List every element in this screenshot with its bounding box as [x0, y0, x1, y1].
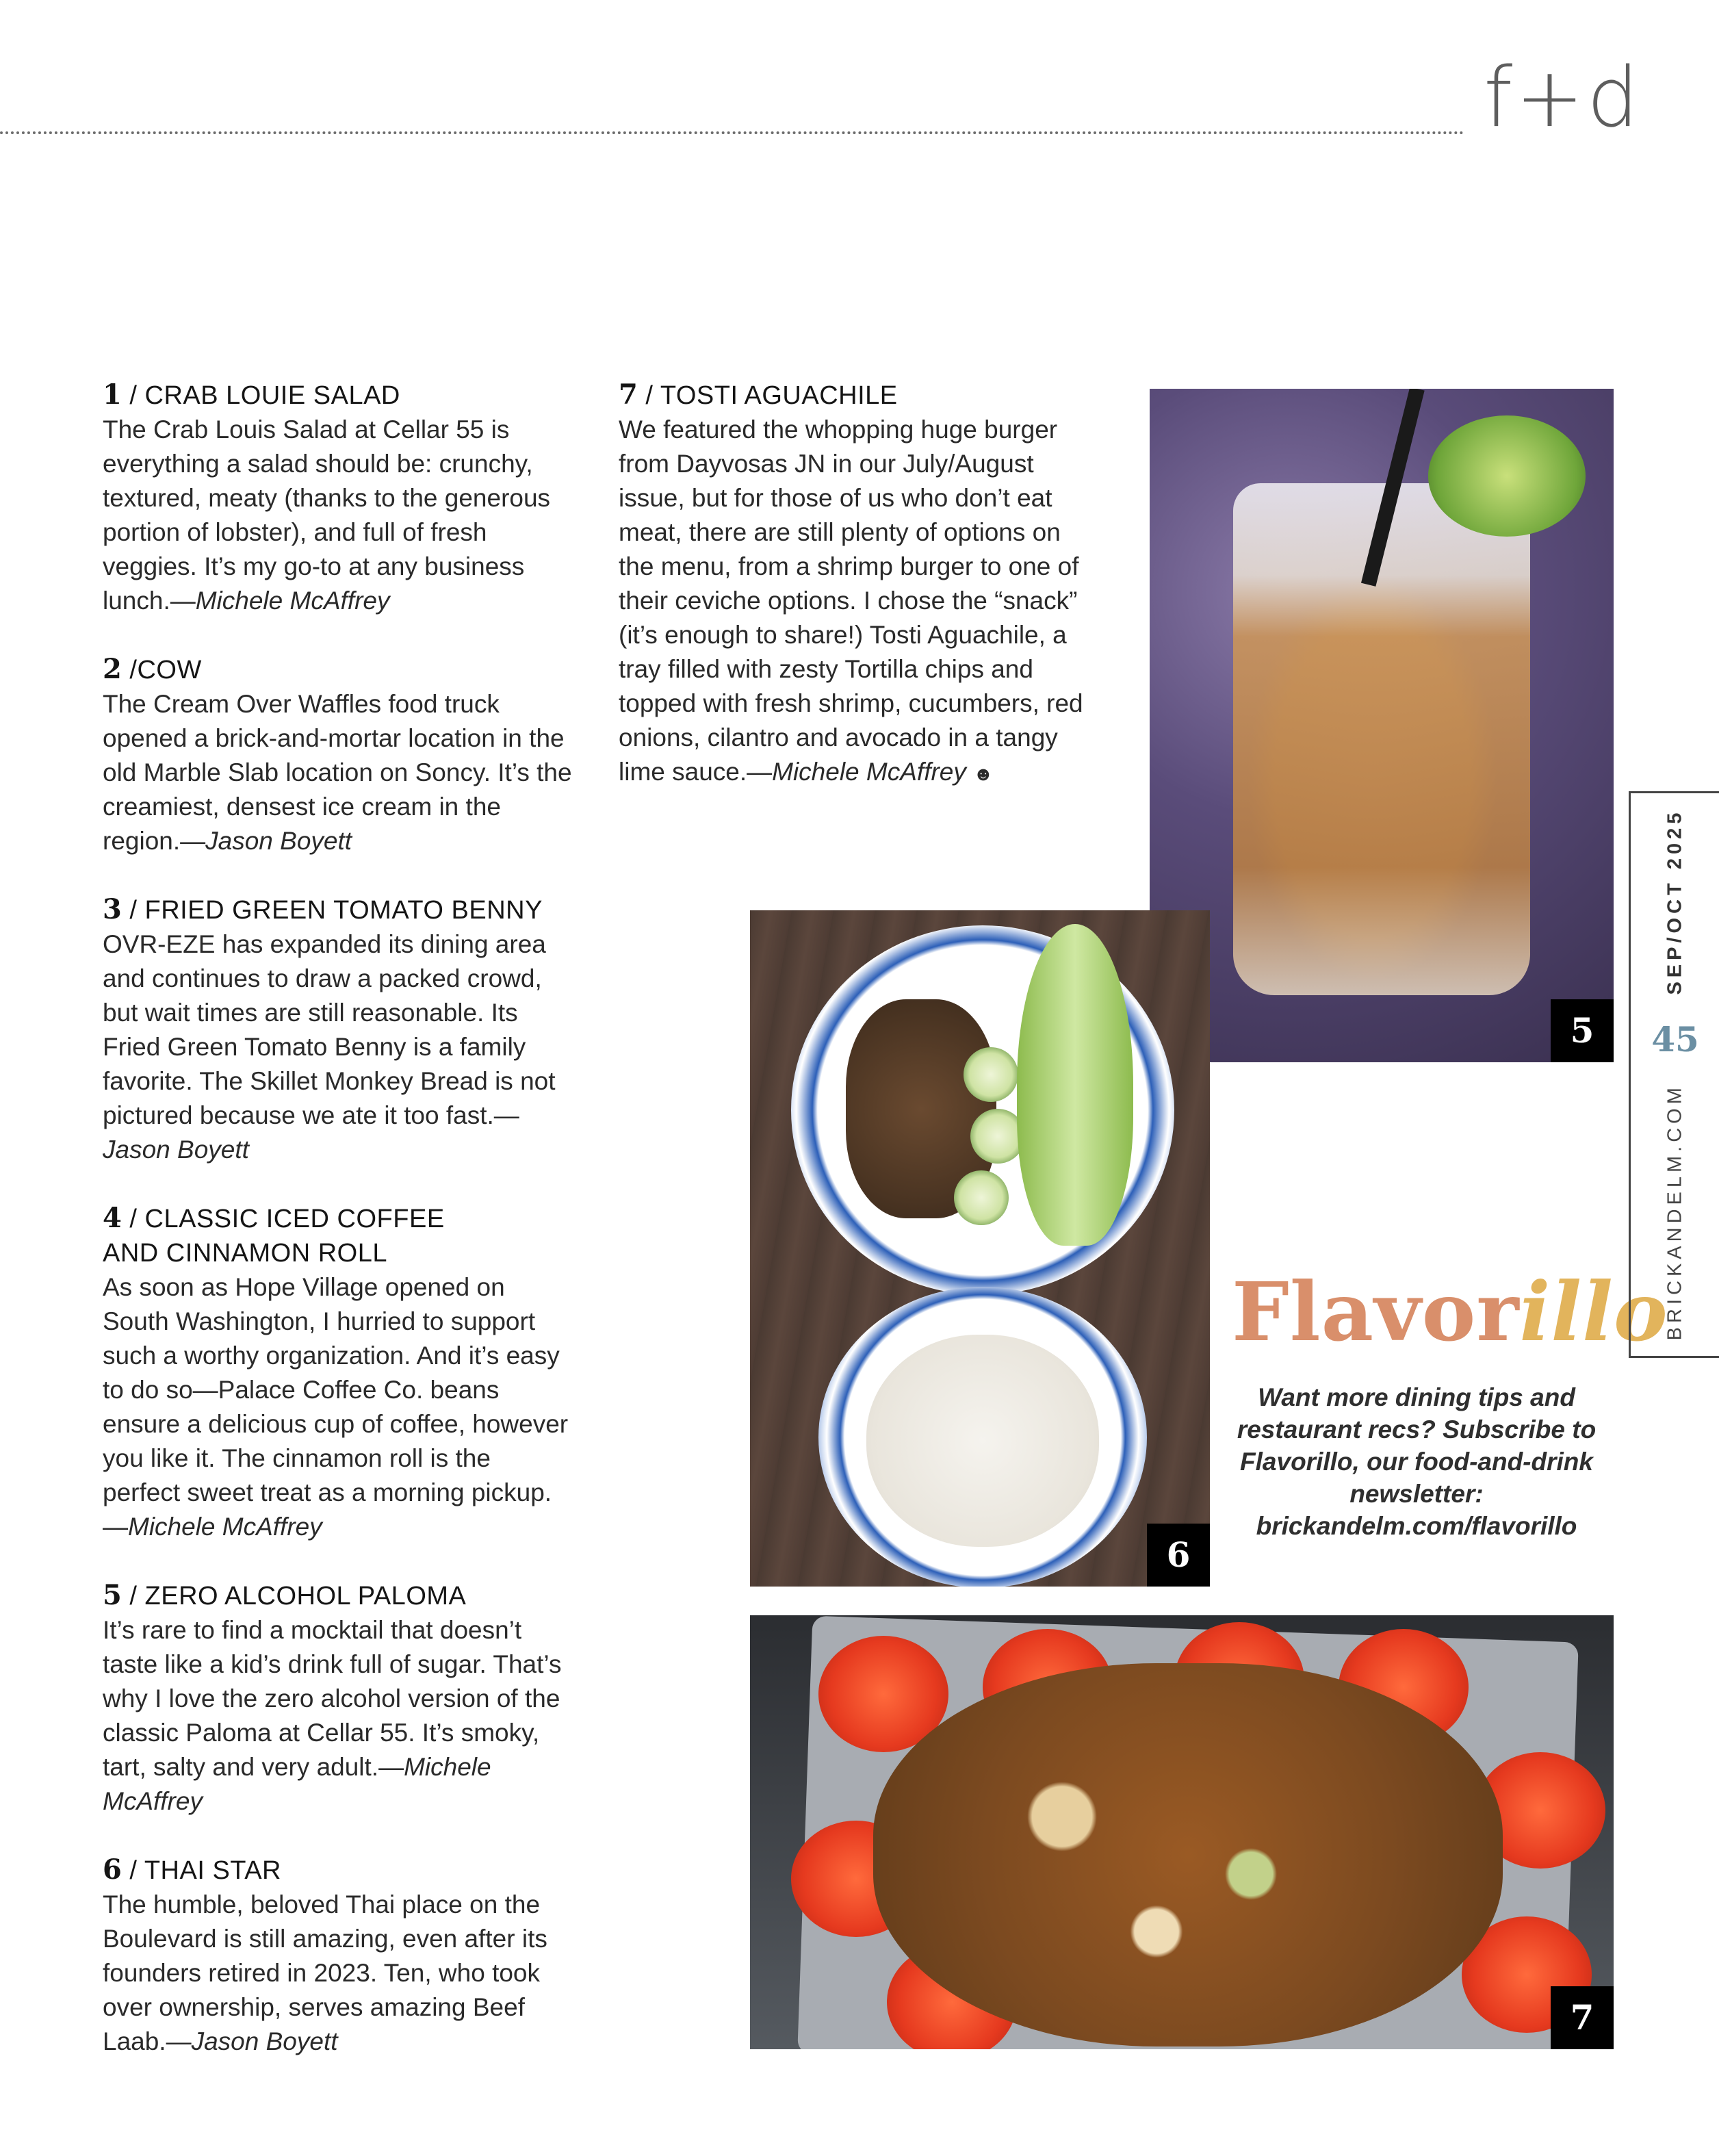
entry-text: We featured the whopping huge burger from Dayvosas JN in our July/August issue, but for those of us who don’t eat meat, there are still plenty of options on the menu, from a shrimp burger to one of their ceviche options. I chose the “snack” (it’s enough to share!) Tosti Aguachile, a tray filled with zesty Tortilla chips and topped with fresh shrimp, cucumbers, red onions, cilantro and avocado in a tangy lime sauce.—	[619, 415, 1083, 786]
cucumber-shape	[954, 1170, 1009, 1225]
entry-6	[103, 1853, 575, 2059]
entry-title: THAI STAR	[144, 1856, 281, 1885]
entry-number: 7	[619, 378, 638, 411]
entry-heading	[103, 1853, 575, 1888]
entry-body	[103, 1888, 575, 2059]
entry-body	[103, 413, 575, 618]
flavorillo-title-b: illo	[1519, 1264, 1668, 1359]
entry-3	[103, 893, 575, 1167]
rice-shape	[866, 1335, 1099, 1547]
section-mark: f+d	[1484, 51, 1642, 146]
entry-number: 6	[103, 1853, 122, 1886]
byline: Michele McAffrey	[128, 1513, 322, 1541]
entry-heading	[619, 378, 1091, 413]
byline: Jason Boyett	[191, 2027, 338, 2055]
entry-title: CLASSIC ICED COFFEE AND CINNAMON ROLL	[103, 1205, 445, 1268]
entry-number: 3	[103, 893, 122, 925]
entry-separator: /	[638, 381, 660, 410]
entry-number: 1	[103, 378, 122, 411]
entry-separator: /	[122, 656, 138, 684]
dotted-rule	[0, 131, 1464, 134]
entry-4	[103, 1201, 575, 1544]
byline: Jason Boyett	[103, 1135, 249, 1164]
entry-title: COW	[137, 656, 202, 684]
entry-heading	[103, 378, 575, 413]
entry-text: The humble, beloved Thai place on the Boulevard is still amazing, even after its founders retired in 2023. Ten, who took over ownership, serves amazing Beef Laab.—	[103, 1890, 547, 2055]
byline: Michele McAffrey	[772, 758, 966, 786]
side-tab-content	[1651, 808, 1699, 1341]
flavorillo-promo-text: Want more dining tips and restaurant recs? Subscribe to Flavorillo, our food-and-drink newsletter: brickandelm.com/flavorillo	[1237, 1383, 1597, 1540]
byline: Michele McAffrey	[103, 1753, 491, 1815]
entry-separator: /	[122, 381, 145, 410]
page-number: 45	[1651, 1018, 1699, 1060]
entry-separator: /	[122, 1205, 145, 1233]
entry-number: 5	[103, 1579, 122, 1611]
entry-heading	[103, 893, 575, 927]
entry-2	[103, 652, 575, 858]
issue-date: SEP/OCT 2025	[1664, 808, 1685, 995]
photo-number: 7	[1551, 1986, 1614, 2049]
middle-column	[619, 378, 1091, 825]
entry-number: 4	[103, 1202, 122, 1234]
entry-title: TOSTI AGUACHILE	[660, 381, 898, 410]
side-url: BRICKANDELM.COM	[1664, 1083, 1685, 1341]
side-tab	[1629, 791, 1719, 1358]
photo-paloma	[1150, 389, 1614, 1062]
flavorillo-title	[1232, 1264, 1668, 1359]
cucumber-shape	[964, 1047, 1018, 1102]
entry-number: 2	[103, 653, 122, 685]
left-column	[103, 378, 575, 2093]
photo-tosti-aguachile	[750, 1615, 1614, 2049]
entry-1	[103, 378, 575, 618]
entry-body	[619, 413, 1091, 791]
entry-7	[619, 378, 1091, 791]
entry-heading	[103, 1578, 575, 1613]
entry-5	[103, 1578, 575, 1819]
flavorillo-title-a: Flavor	[1232, 1264, 1520, 1359]
entry-title: FRIED GREEN TOMATO BENNY	[144, 896, 543, 925]
entry-body	[103, 1270, 575, 1544]
entry-text: OVR-EZE has expanded its dining area and continues to draw a packed crowd, but wait times are still reasonable. Its Fried Green Tomato Benny is a family favorite. The Skillet Monkey Bread is not pictured because we ate it too fast.—	[103, 930, 556, 1129]
byline: Michele McAffrey	[195, 587, 390, 615]
entry-text: It’s rare to find a mocktail that doesn’t taste like a kid’s drink full of sugar. That’s why I love the zero alcohol version of the classic Paloma at Cellar 55. It’s smoky, tart, salty and very adult.—	[103, 1616, 562, 1781]
entry-heading	[103, 1201, 458, 1270]
entry-separator: /	[122, 1856, 144, 1885]
entry-text: The Crab Louis Salad at Cellar 55 is everything a salad should be: crunchy, textured, meaty (thanks to the generous portion of lobster), and full of fresh veggies. It’s my go-to at any business lunch.—	[103, 415, 551, 615]
entry-title: ZERO ALCOHOL PALOMA	[144, 1582, 467, 1610]
lime-shape	[1428, 415, 1586, 537]
entry-heading	[103, 652, 575, 687]
entry-separator: /	[122, 896, 145, 925]
photo-number: 6	[1147, 1524, 1210, 1587]
byline: Jason Boyett	[205, 827, 352, 855]
entry-body	[103, 1613, 575, 1819]
entry-body	[103, 687, 575, 858]
entry-body	[103, 927, 575, 1167]
entry-separator: /	[122, 1582, 145, 1610]
photo-beef-laab	[750, 910, 1210, 1587]
lettuce-shape	[1017, 924, 1133, 1246]
ceviche-shape	[873, 1663, 1503, 2046]
entry-title: CRAB LOUIE SALAD	[144, 381, 400, 410]
entry-text: As soon as Hope Village opened on South Washington, I hurried to support such a worthy organization. And it’s easy to do so—Palace Coffee Co. beans ensure a delicious cup of coffee, however you like it. The cinnamon roll is the perfect sweet treat as a morning pickup.—	[103, 1273, 569, 1541]
photo-number: 5	[1551, 999, 1614, 1062]
entry-text: The Cream Over Waffles food truck opened a brick-and-mortar location in the old Marble Slab location on Soncy. It’s the creamiest, densest ice cream in the region.—	[103, 690, 572, 855]
end-mark-icon: ☻	[973, 763, 994, 784]
